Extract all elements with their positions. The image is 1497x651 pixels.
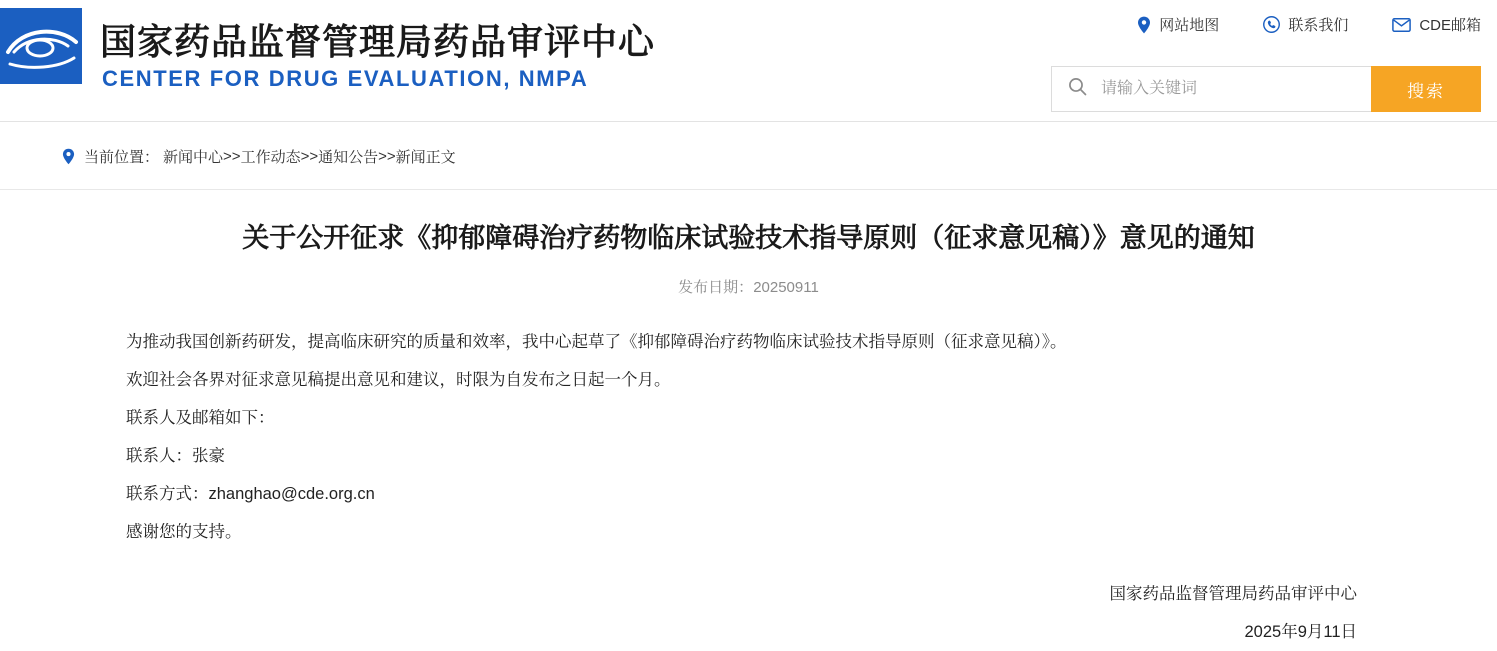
search-bar (1051, 66, 1481, 112)
site-title-en: CENTER FOR DRUG EVALUATION, NMPA (102, 66, 589, 91)
signature-org: 国家药品监督管理局药品审评中心 (1109, 584, 1357, 603)
signature-date: 2025年9月11日 (1244, 622, 1357, 641)
article-signature (126, 575, 1371, 651)
top-link-label: CDE邮箱 (1419, 17, 1481, 34)
breadcrumb-bar (0, 122, 1497, 190)
top-link-mailbox[interactable] (1392, 14, 1481, 35)
top-link-label: 联系我们 (1288, 17, 1349, 34)
breadcrumb-item-work-updates[interactable]: 工作动态 (240, 149, 301, 166)
search-input[interactable] (1099, 68, 1339, 110)
article-paragraph: 联系人及邮箱如下： (126, 408, 275, 427)
article (0, 220, 1497, 651)
page-title: 关于公开征求《抑郁障碍治疗药物临床试验技术指导原则（征求意见稿）》意见的通知 (242, 223, 1255, 253)
breadcrumb (62, 146, 456, 167)
site-header (0, 0, 1497, 122)
article-paragraph-contact-email: 联系方式：zhanghao@cde.org.cn (126, 484, 375, 503)
search-button[interactable]: 搜索 (1371, 66, 1481, 112)
publish-date-value: 20250911 (753, 278, 819, 296)
article-paragraph: 为推动我国创新药研发，提高临床研究的质量和效率，我中心起草了《抑郁障碍治疗药物临床试验技术指导原则（征求意见稿）》。 (126, 332, 1067, 351)
publish-date-label: 发布日期： (678, 278, 754, 296)
phone-icon (1263, 16, 1280, 33)
breadcrumb-label: 当前位置： (84, 149, 160, 166)
publish-date (126, 276, 1371, 297)
breadcrumb-item-announcements[interactable]: 通知公告 (318, 149, 379, 166)
top-link-list (1137, 14, 1481, 35)
breadcrumb-item-news-center[interactable]: 新闻中心 (163, 149, 224, 166)
article-paragraph-contact-person: 联系人：张豪 (126, 446, 225, 465)
article-body (126, 323, 1371, 551)
breadcrumb-separator: >> (378, 148, 396, 165)
breadcrumb-separator: >> (223, 148, 241, 165)
site-title-zh: 国家药品监督管理局药品审评中心 (100, 21, 656, 62)
location-pin-icon (1137, 16, 1151, 34)
top-link-label: 网站地图 (1159, 17, 1220, 34)
search-icon (1068, 77, 1087, 101)
top-link-contact[interactable] (1263, 14, 1348, 35)
breadcrumb-item-current: 新闻正文 (395, 149, 456, 166)
location-pin-icon (62, 148, 75, 165)
cde-eye-logo-icon[interactable] (0, 8, 82, 84)
mail-icon (1392, 18, 1411, 32)
article-paragraph: 欢迎社会各界对征求意见稿提出意见和建议，时限为自发布之日起一个月。 (126, 370, 671, 389)
breadcrumb-separator: >> (300, 148, 319, 165)
search-box[interactable] (1051, 66, 1371, 112)
article-paragraph: 感谢您的支持。 (126, 522, 242, 541)
top-link-sitemap[interactable] (1137, 14, 1219, 35)
